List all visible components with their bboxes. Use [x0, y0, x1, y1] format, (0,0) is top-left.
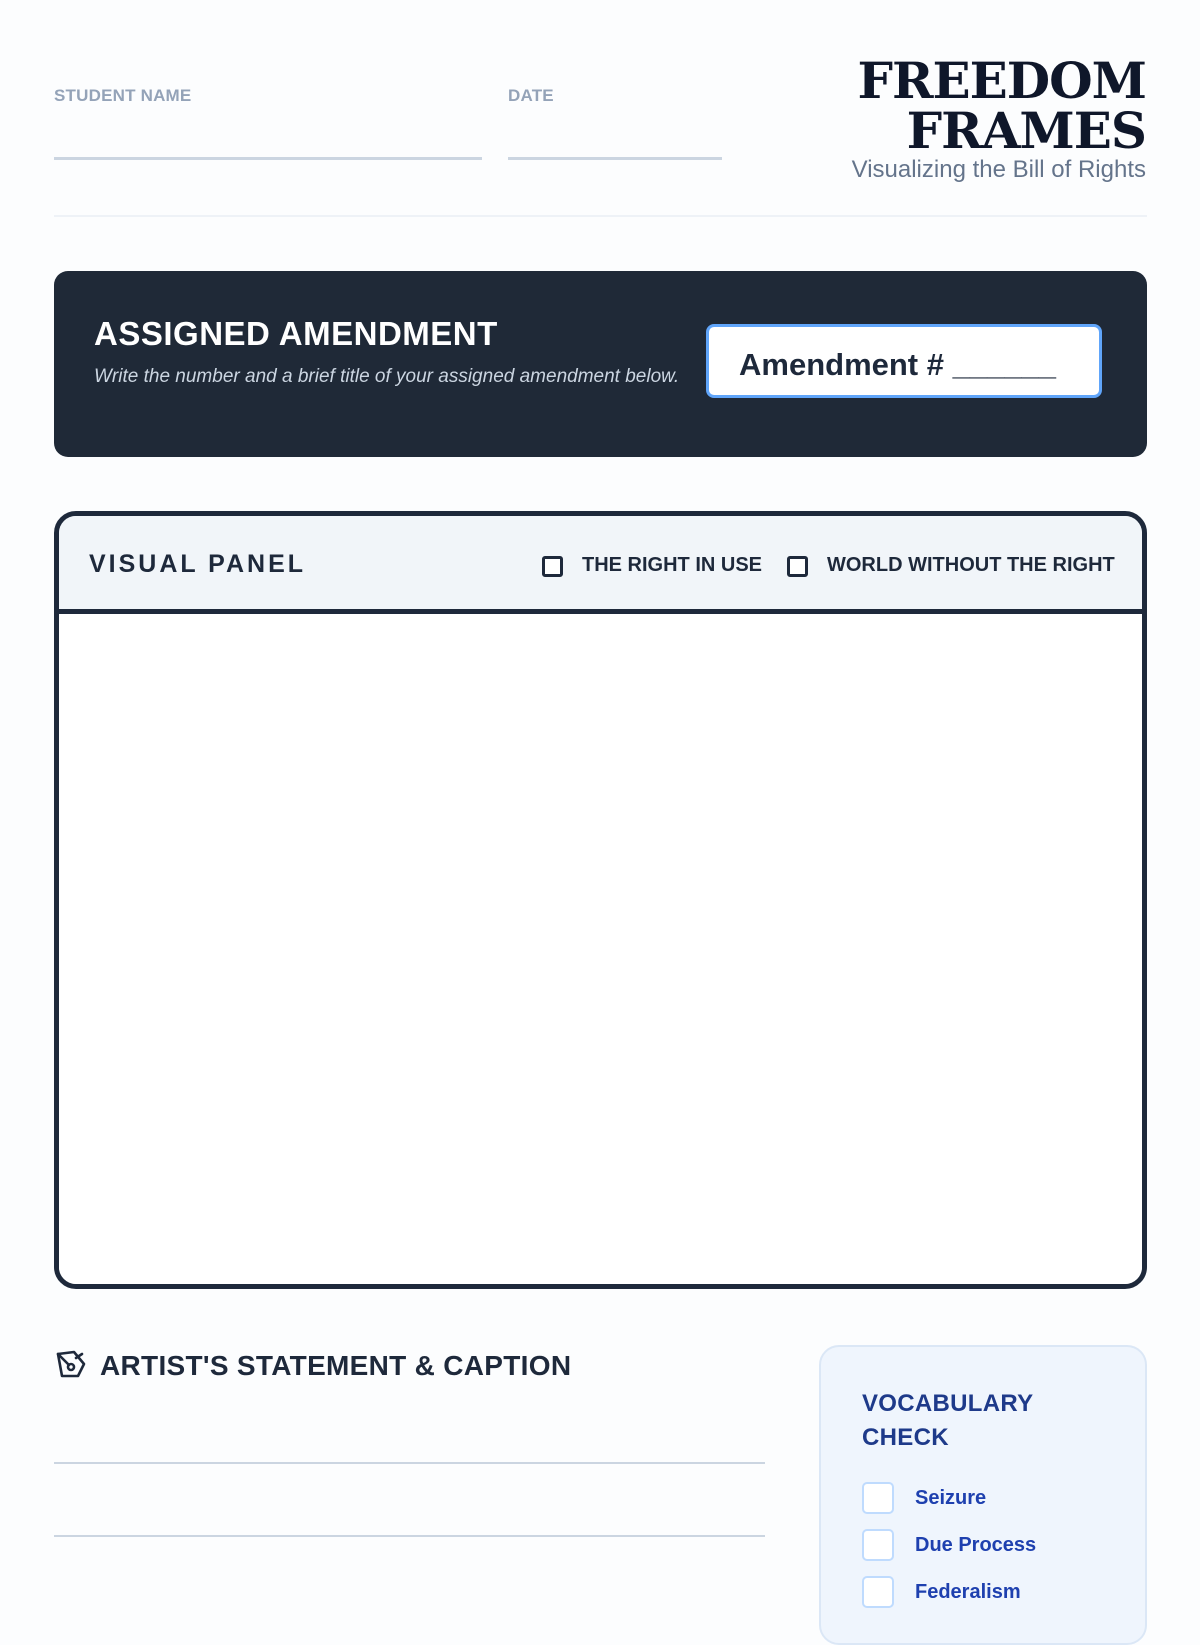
right-in-use-label: THE RIGHT IN USE: [582, 554, 763, 576]
statement-line-2[interactable]: [54, 1535, 765, 1537]
vocab-label-due-process: Due Process: [915, 1534, 1037, 1556]
world-without-right-checkbox[interactable]: [787, 556, 808, 577]
vocab-label-federalism: Federalism: [915, 1581, 1021, 1603]
vocabulary-card: [819, 1345, 1147, 1645]
artist-statement-title: ARTIST'S STATEMENT & CAPTION: [100, 1350, 572, 1381]
visual-panel-title: VISUAL PANEL: [89, 550, 307, 578]
assigned-amendment-instructions: Write the number and a brief title of your assigned amendment below.: [94, 366, 680, 387]
vocab-label-seizure: Seizure: [915, 1487, 987, 1509]
worksheet-title: [857, 51, 1146, 160]
right-in-use-checkbox[interactable]: [542, 556, 563, 577]
title-line-1: FREEDOM: [857, 51, 1146, 110]
assigned-amendment-title: ASSIGNED AMENDMENT: [94, 315, 498, 352]
vocab-checkbox-due-process[interactable]: [862, 1529, 894, 1561]
student-name-field[interactable]: [54, 157, 482, 160]
assigned-amendment-card: [54, 271, 1147, 457]
vocab-checkbox-federalism[interactable]: [862, 1576, 894, 1608]
drawing-area[interactable]: [59, 614, 1142, 1284]
vocabulary-title: VOCABULARY CHECK: [862, 1390, 1034, 1451]
title-line-2: FRAMES: [906, 101, 1146, 160]
student-name-label: STUDENT NAME: [54, 86, 192, 105]
amendment-number-text: Amendment # ______: [739, 347, 1057, 382]
world-without-right-label: WORLD WITHOUT THE RIGHT: [827, 554, 1115, 576]
visual-panel-header: [59, 516, 1142, 614]
date-label: DATE: [508, 86, 554, 105]
amendment-number-field[interactable]: [706, 324, 1102, 398]
statement-line-1[interactable]: [54, 1462, 765, 1464]
visual-panel: [54, 511, 1147, 1289]
header-divider: [54, 215, 1147, 217]
date-field[interactable]: [508, 157, 722, 160]
worksheet-subtitle: Visualizing the Bill of Rights: [851, 156, 1146, 183]
vocab-checkbox-seizure[interactable]: [862, 1482, 894, 1514]
pen-nib-icon: [54, 1348, 88, 1382]
